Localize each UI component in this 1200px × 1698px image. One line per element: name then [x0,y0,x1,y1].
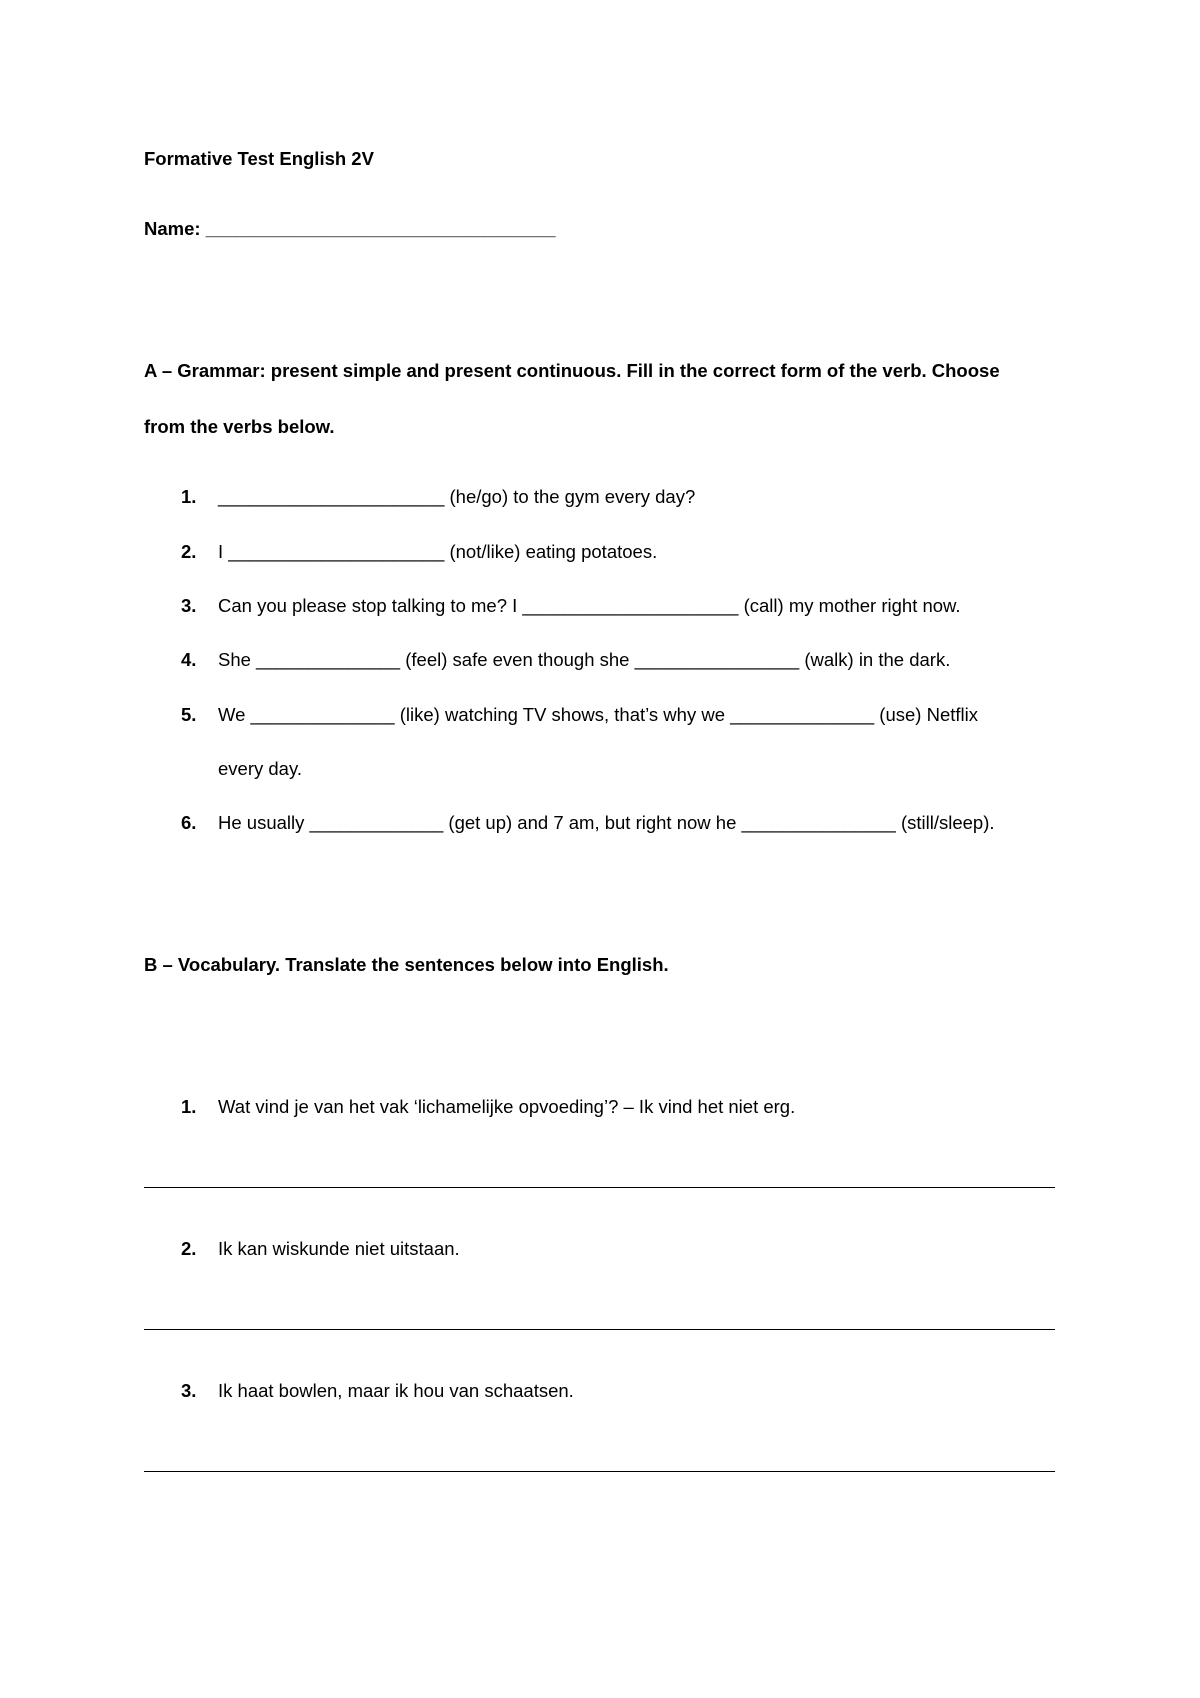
section-a-heading-continued: from the verbs below. [144,416,335,437]
question-number: 3. [181,1380,197,1401]
question-text: Can you please stop talking to me? I _____________________ (call) my mother right now. [218,595,961,616]
question-number: 6. [181,812,197,833]
name-field-label: Name: __________________________________ [144,218,556,239]
answer-line [144,1187,1055,1188]
question-number: 1. [181,486,197,507]
question-number: 1. [181,1096,197,1117]
question-number: 3. [181,595,197,616]
question-text: We ______________ (like) watching TV shows, that’s why we ______________ (use) Netflix [218,704,978,725]
question-number: 5. [181,704,197,725]
question-text: Wat vind je van het vak ‘lichamelijke opvoeding’? – Ik vind het niet erg. [218,1096,796,1117]
section-a-heading: A – Grammar: present simple and present continuous. Fill in the correct form of the verb. Choose [144,360,1000,381]
answer-line [144,1329,1055,1330]
question-number: 4. [181,649,197,670]
question-text: She ______________ (feel) safe even though she ________________ (walk) in the dark. [218,649,951,670]
answer-line [144,1471,1055,1472]
question-text: He usually _____________ (get up) and 7 am, but right now he _______________ (still/sleep). [218,812,995,833]
question-text: Ik kan wiskunde niet uitstaan. [218,1238,460,1259]
question-text: ______________________ (he/go) to the gym every day? [218,486,696,507]
page-title: Formative Test English 2V [144,148,374,169]
question-text-continued: every day. [218,758,302,779]
question-number: 2. [181,541,197,562]
question-number: 2. [181,1238,197,1259]
section-b-heading: B – Vocabulary. Translate the sentences below into English. [144,954,669,975]
question-text: Ik haat bowlen, maar ik hou van schaatsen. [218,1380,574,1401]
question-text: I _____________________ (not/like) eating potatoes. [218,541,658,562]
